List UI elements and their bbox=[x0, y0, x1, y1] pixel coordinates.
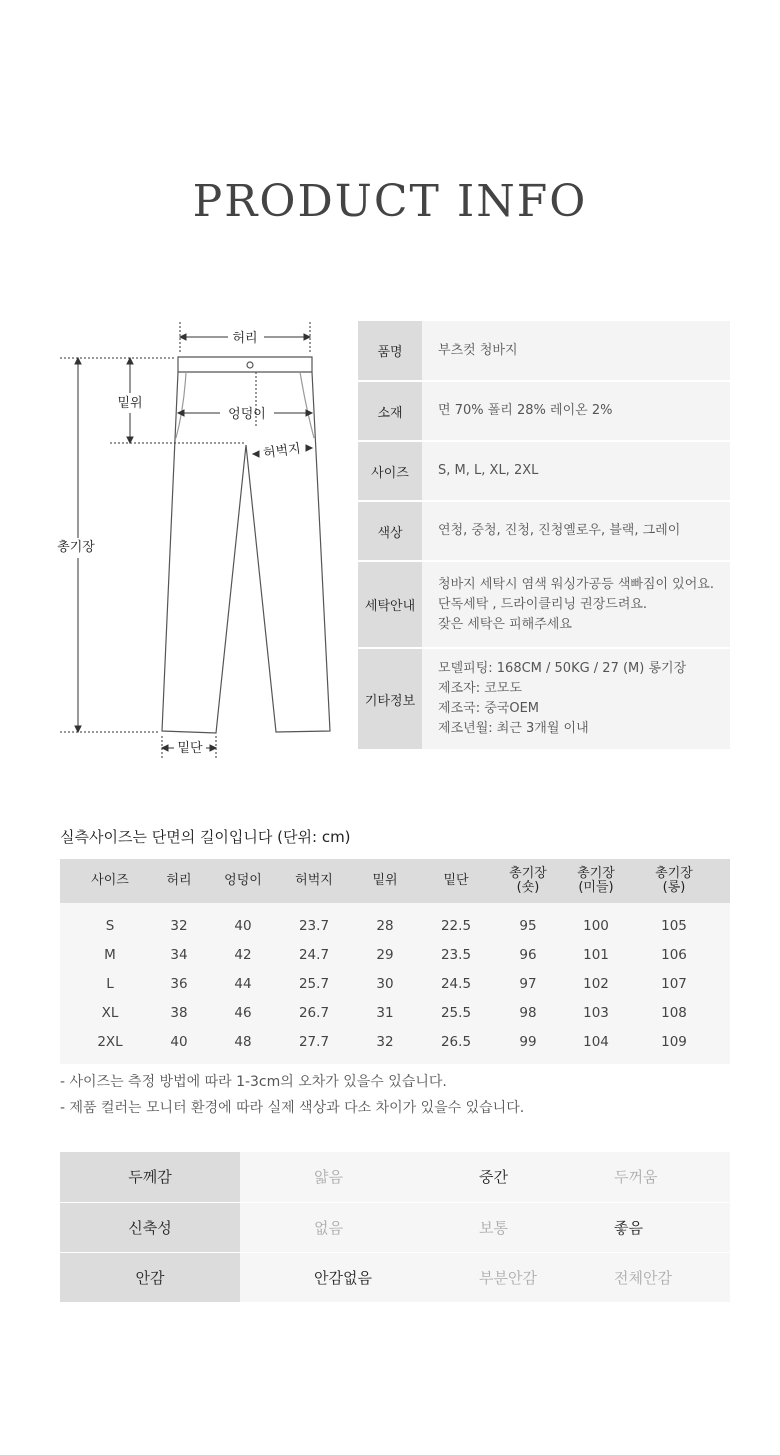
feel-option bbox=[240, 1202, 405, 1252]
info-value bbox=[422, 501, 730, 561]
pants-illustration bbox=[50, 318, 350, 768]
note-line: - 사이즈는 측정 방법에 따라 1-3cm의 오차가 있을수 있습니다. bbox=[60, 1074, 447, 1090]
size-header-text: (미들) bbox=[578, 880, 614, 895]
info-row-material bbox=[358, 381, 730, 441]
size-header-text: 밑위 bbox=[372, 873, 398, 888]
info-row-color bbox=[358, 501, 730, 561]
size-cell: 38 bbox=[160, 998, 198, 1027]
size-header-cell bbox=[198, 859, 288, 903]
feel-option bbox=[240, 1252, 405, 1302]
size-header-cell bbox=[60, 859, 160, 903]
size-cell: S bbox=[60, 903, 160, 940]
feel-option bbox=[405, 1252, 545, 1302]
product-info-table bbox=[358, 321, 730, 751]
size-table-header bbox=[60, 859, 730, 903]
fabric-feel-table bbox=[60, 1152, 730, 1303]
size-cell: 25.5 bbox=[430, 998, 482, 1027]
info-row-etc bbox=[358, 648, 730, 750]
size-row bbox=[60, 940, 730, 969]
size-table bbox=[60, 859, 730, 1064]
waist-label: 허리 bbox=[232, 331, 258, 346]
size-cell: 29 bbox=[340, 940, 430, 969]
feel-row bbox=[60, 1202, 730, 1252]
size-cell: 26.5 bbox=[430, 1027, 482, 1064]
size-cell: 32 bbox=[340, 1027, 430, 1064]
feel-option-label: 보통 bbox=[479, 1218, 508, 1237]
size-header-text: 총기장 bbox=[577, 866, 615, 881]
size-cell: 105 bbox=[618, 903, 730, 940]
size-cell: 23.7 bbox=[288, 903, 340, 940]
size-cell: M bbox=[60, 940, 160, 969]
size-header-cell bbox=[430, 859, 482, 903]
size-cell: 32 bbox=[160, 903, 198, 940]
size-row bbox=[60, 969, 730, 998]
info-value-line: 연청, 중청, 진청, 진청옐로우, 블랙, 그레이 bbox=[438, 523, 681, 538]
size-cell: XL bbox=[60, 998, 160, 1027]
size-header-text: 엉덩이 bbox=[224, 873, 262, 888]
notes bbox=[60, 1069, 524, 1121]
size-cell: 34 bbox=[160, 940, 198, 969]
size-cell: 24.7 bbox=[288, 940, 340, 969]
feel-option-label: 중간 bbox=[479, 1168, 508, 1187]
thigh-label: 허벅지 bbox=[262, 441, 302, 462]
size-cell: 23.5 bbox=[430, 940, 482, 969]
info-value bbox=[422, 381, 730, 441]
size-cell: 26.7 bbox=[288, 998, 340, 1027]
note-line: - 제품 컬러는 모니터 환경에 따라 실제 색상과 다소 차이가 있을수 있습니다. bbox=[60, 1100, 525, 1116]
info-row-washing bbox=[358, 561, 730, 648]
size-cell: 97 bbox=[482, 969, 574, 998]
info-key: 색상 bbox=[358, 501, 422, 561]
size-cell: 48 bbox=[198, 1027, 288, 1064]
info-value-line: 잦은 세탁은 피해주세요 bbox=[438, 616, 572, 632]
page-title: PRODUCT INFO bbox=[192, 176, 588, 227]
size-row bbox=[60, 998, 730, 1027]
pants-size-diagram bbox=[50, 318, 350, 768]
size-header-cell bbox=[574, 859, 618, 903]
size-header-text: 허리 bbox=[166, 873, 192, 888]
size-header-text: 총기장 bbox=[509, 866, 547, 881]
size-row bbox=[60, 1027, 730, 1064]
size-cell: 95 bbox=[482, 903, 574, 940]
feel-key: 신축성 bbox=[60, 1202, 240, 1252]
feel-option-label: 안감없음 bbox=[314, 1268, 372, 1287]
size-cell: 96 bbox=[482, 940, 574, 969]
size-cell: 46 bbox=[198, 998, 288, 1027]
feel-row bbox=[60, 1152, 730, 1202]
feel-key: 안감 bbox=[60, 1252, 240, 1302]
size-cell: 104 bbox=[574, 1027, 618, 1064]
size-cell: 98 bbox=[482, 998, 574, 1027]
size-cell: 30 bbox=[340, 969, 430, 998]
info-value-line: 제조년월: 최근 3개월 이내 bbox=[438, 721, 589, 736]
size-cell: 24.5 bbox=[430, 969, 482, 998]
feel-option bbox=[545, 1152, 730, 1202]
size-cell: 22.5 bbox=[430, 903, 482, 940]
feel-row bbox=[60, 1252, 730, 1302]
hip-label: 엉덩이 bbox=[228, 407, 266, 422]
size-cell: 40 bbox=[198, 903, 288, 940]
size-header-cell bbox=[340, 859, 430, 903]
size-cell: 99 bbox=[482, 1027, 574, 1064]
feel-option bbox=[545, 1252, 730, 1302]
info-value-line: 단독세탁 , 드라이클리닝 권장드려요. bbox=[438, 596, 648, 612]
total-length-label: 총기장 bbox=[57, 540, 95, 555]
size-header-cell bbox=[482, 859, 574, 903]
info-value bbox=[422, 648, 730, 750]
size-cell: 109 bbox=[618, 1027, 730, 1064]
info-key: 사이즈 bbox=[358, 441, 422, 501]
info-value-line: 청바지 세탁시 염색 워싱가공등 색빠짐이 있어요. bbox=[438, 576, 714, 592]
size-header-cell bbox=[160, 859, 198, 903]
size-cell: 44 bbox=[198, 969, 288, 998]
info-value-line: S, M, L, XL, 2XL bbox=[438, 463, 539, 478]
size-cell: L bbox=[60, 969, 160, 998]
size-cell: 107 bbox=[618, 969, 730, 998]
size-header-text: (롱) bbox=[662, 880, 686, 895]
feel-option-label: 좋음 bbox=[614, 1218, 643, 1237]
feel-key: 두께감 bbox=[60, 1152, 240, 1202]
size-cell: 40 bbox=[160, 1027, 198, 1064]
feel-option-label: 얇음 bbox=[314, 1168, 343, 1187]
size-cell: 36 bbox=[160, 969, 198, 998]
feel-option-label: 부분안감 bbox=[479, 1268, 537, 1287]
feel-option-label: 전체안감 bbox=[614, 1268, 672, 1287]
hem-label: 밑단 bbox=[177, 741, 203, 756]
info-key: 품명 bbox=[358, 321, 422, 381]
info-value-line: 부츠컷 청바지 bbox=[438, 342, 518, 358]
size-cell: 100 bbox=[574, 903, 618, 940]
feel-option bbox=[240, 1152, 405, 1202]
feel-option bbox=[405, 1202, 545, 1252]
size-cell: 106 bbox=[618, 940, 730, 969]
info-value-line: 제조국: 중국OEM bbox=[438, 701, 539, 716]
size-cell: 25.7 bbox=[288, 969, 340, 998]
info-row-name bbox=[358, 321, 730, 381]
info-value bbox=[422, 321, 730, 381]
info-row-size bbox=[358, 441, 730, 501]
size-cell: 2XL bbox=[60, 1027, 160, 1064]
info-key: 기타정보 bbox=[358, 648, 422, 750]
size-header-text: 밑단 bbox=[443, 873, 469, 888]
size-row bbox=[60, 903, 730, 940]
size-header-text: 사이즈 bbox=[91, 873, 129, 888]
size-caption: 실측사이즈는 단면의 길이입니다 (단위: cm) bbox=[60, 828, 351, 846]
feel-option-label: 없음 bbox=[314, 1218, 343, 1237]
rise-label: 밑위 bbox=[117, 396, 143, 411]
size-header-text: 총기장 bbox=[655, 866, 693, 881]
size-cell: 28 bbox=[340, 903, 430, 940]
size-cell: 102 bbox=[574, 969, 618, 998]
info-key: 소재 bbox=[358, 381, 422, 441]
info-value bbox=[422, 561, 730, 648]
size-cell: 103 bbox=[574, 998, 618, 1027]
size-header-text: 허벅지 bbox=[295, 873, 333, 888]
size-cell: 27.7 bbox=[288, 1027, 340, 1064]
size-header-cell bbox=[288, 859, 340, 903]
info-value-line: 면 70% 폴리 28% 레이온 2% bbox=[438, 403, 613, 418]
info-key: 세탁안내 bbox=[358, 561, 422, 648]
size-header-cell bbox=[618, 859, 730, 903]
size-header-text: (숏) bbox=[516, 880, 540, 895]
feel-option bbox=[545, 1202, 730, 1252]
size-cell: 31 bbox=[340, 998, 430, 1027]
feel-option-label: 두꺼움 bbox=[614, 1168, 658, 1187]
info-value bbox=[422, 441, 730, 501]
info-value-line: 제조자: 코모도 bbox=[438, 681, 522, 696]
feel-option bbox=[405, 1152, 545, 1202]
info-value-line: 모델피팅: 168CM / 50KG / 27 (M) 롱기장 bbox=[438, 661, 687, 676]
size-cell: 101 bbox=[574, 940, 618, 969]
size-cell: 108 bbox=[618, 998, 730, 1027]
size-cell: 42 bbox=[198, 940, 288, 969]
